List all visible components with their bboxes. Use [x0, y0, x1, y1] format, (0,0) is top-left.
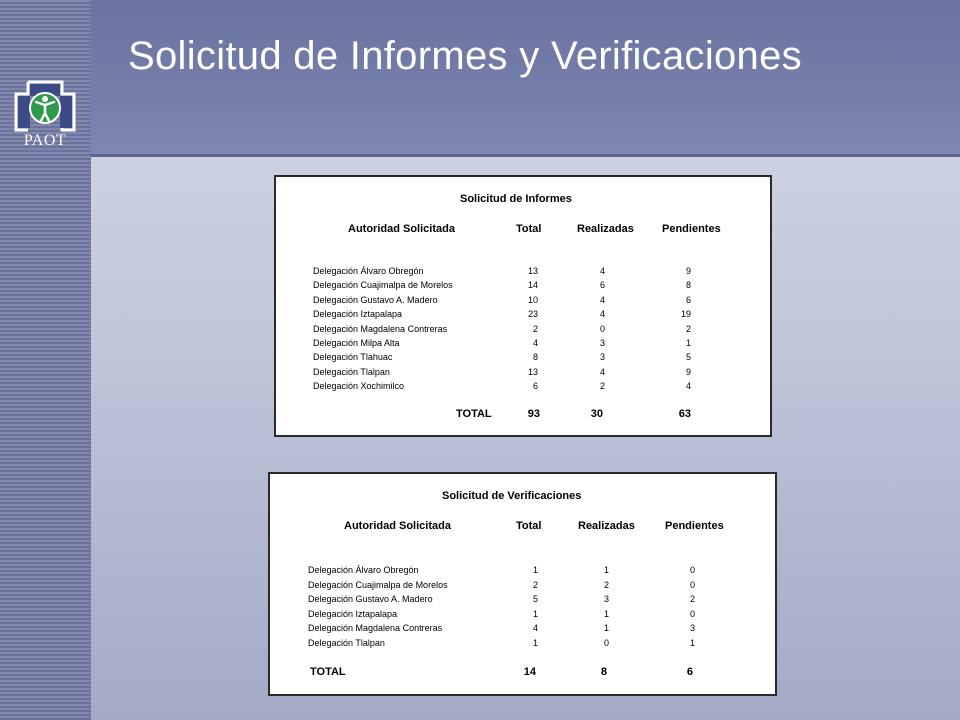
verificaciones-header-pendientes: Pendientes [665, 520, 724, 532]
verificaciones-total-total: 14 [523, 666, 536, 678]
table-row [276, 381, 770, 395]
paot-logo [14, 80, 76, 156]
verificaciones-header-realizadas: Realizadas [578, 520, 635, 532]
table-row [270, 565, 775, 579]
logo-text: PAOT [23, 132, 67, 149]
cell-pendientes: 9 [685, 266, 691, 276]
cell-autoridad: Delegación Gustavo A. Madero [313, 294, 438, 305]
cell-realizadas: 3 [599, 352, 605, 363]
cell-pendientes: 3 [689, 623, 695, 634]
cell-pendientes: 0 [689, 565, 695, 575]
slide-title: Solicitud de Informes y Verificaciones [128, 34, 802, 78]
cell-autoridad: Delegación Cuajimalpa de Morelos [313, 280, 453, 291]
cell-pendientes: 0 [689, 579, 695, 590]
cell-autoridad: Delegación Tlalpan [308, 638, 385, 648]
cell-total: 4 [532, 338, 538, 348]
cell-pendientes: 1 [685, 338, 691, 348]
cell-autoridad: Delegación Tlahuac [313, 352, 393, 363]
table-row [276, 338, 770, 352]
table-row [276, 309, 770, 323]
cell-pendientes: 5 [685, 352, 691, 363]
cell-total: 1 [532, 608, 538, 619]
cell-realizadas: 6 [599, 280, 605, 291]
cell-total: 1 [532, 638, 538, 648]
informes-header-total: Total [516, 223, 542, 235]
cell-realizadas: 4 [599, 266, 605, 276]
cell-autoridad: Delegación Iztapalapa [313, 309, 403, 320]
cell-pendientes: 2 [685, 323, 691, 334]
cell-realizadas: 1 [603, 608, 609, 619]
verificaciones-total-row [270, 666, 775, 680]
verificaciones-table [268, 472, 777, 696]
table-row [270, 623, 775, 637]
cell-total: 23 [527, 309, 538, 320]
table-row [270, 594, 775, 608]
table-row [276, 367, 770, 381]
informes-table [274, 175, 772, 437]
informes-total-label: TOTAL [456, 408, 492, 420]
cell-total: 2 [532, 323, 538, 334]
cell-total: 2 [532, 579, 538, 590]
cell-realizadas: 2 [599, 381, 605, 392]
cell-pendientes: 1 [689, 638, 695, 648]
cell-total: 13 [527, 366, 538, 377]
cell-realizadas: 4 [599, 309, 605, 320]
verificaciones-header-total: Total [516, 520, 542, 532]
cell-autoridad: Delegación Álvaro Obregón [308, 565, 419, 575]
informes-header-pendientes: Pendientes [662, 223, 721, 235]
informes-total-total: 93 [527, 408, 540, 420]
cell-autoridad: Delegación Cuajimalpa de Morelos [308, 579, 448, 590]
cell-autoridad: Delegación Xochimilco [313, 381, 405, 392]
cell-autoridad: Delegación Álvaro Obregón [313, 266, 424, 276]
verificaciones-total-realizadas: 8 [600, 666, 607, 678]
table-row [270, 609, 775, 623]
table-row [276, 280, 770, 294]
informes-title: Solicitud de Informes [460, 193, 572, 205]
table-row [276, 295, 770, 309]
cell-total: 5 [532, 594, 538, 605]
verificaciones-header-autoridad: Autoridad Solicitada [344, 520, 451, 532]
informes-header-autoridad: Autoridad Solicitada [348, 223, 455, 235]
table-row [276, 352, 770, 366]
cell-pendientes: 4 [685, 381, 691, 392]
informes-total-realizadas: 30 [590, 408, 603, 420]
cell-realizadas: 3 [599, 338, 605, 348]
verificaciones-total-label: TOTAL [310, 666, 346, 678]
cell-realizadas: 0 [603, 638, 609, 648]
table-row [270, 638, 775, 652]
cell-realizadas: 1 [603, 565, 609, 575]
cell-pendientes: 19 [680, 309, 691, 320]
cell-total: 8 [532, 352, 538, 363]
cell-pendientes: 0 [689, 608, 695, 619]
verificaciones-total-pendientes: 6 [686, 666, 693, 678]
cell-realizadas: 3 [603, 594, 609, 605]
cell-pendientes: 6 [685, 294, 691, 305]
cell-pendientes: 8 [685, 280, 691, 291]
cell-autoridad: Delegación Magdalena Contreras [313, 323, 448, 334]
cell-pendientes: 2 [689, 594, 695, 605]
informes-total-row [276, 408, 770, 422]
cell-total: 10 [527, 294, 538, 305]
cell-autoridad: Delegación Tlalpan [313, 366, 390, 377]
cell-pendientes: 9 [685, 366, 691, 377]
cell-total: 4 [532, 623, 538, 634]
cell-realizadas: 0 [599, 323, 605, 334]
cell-total: 1 [532, 565, 538, 575]
paot-logo-icon [14, 80, 76, 132]
cell-realizadas: 4 [599, 366, 605, 377]
cell-total: 13 [527, 266, 538, 276]
cell-total: 6 [532, 381, 538, 392]
cell-realizadas: 2 [603, 579, 609, 590]
informes-header-realizadas: Realizadas [577, 223, 634, 235]
cell-autoridad: Delegación Milpa Alta [313, 338, 400, 348]
table-row [270, 580, 775, 594]
verificaciones-title: Solicitud de Verificaciones [442, 490, 582, 502]
cell-autoridad: Delegación Magdalena Contreras [308, 623, 443, 634]
cell-autoridad: Delegación Gustavo A. Madero [308, 594, 433, 605]
cell-realizadas: 4 [599, 294, 605, 305]
cell-realizadas: 1 [603, 623, 609, 634]
informes-total-pendientes: 63 [678, 408, 691, 420]
table-row [276, 324, 770, 338]
cell-autoridad: Delegación Iztapalapa [308, 608, 398, 619]
banner-divider [91, 154, 960, 157]
table-row [276, 266, 770, 280]
cell-total: 14 [527, 280, 538, 291]
